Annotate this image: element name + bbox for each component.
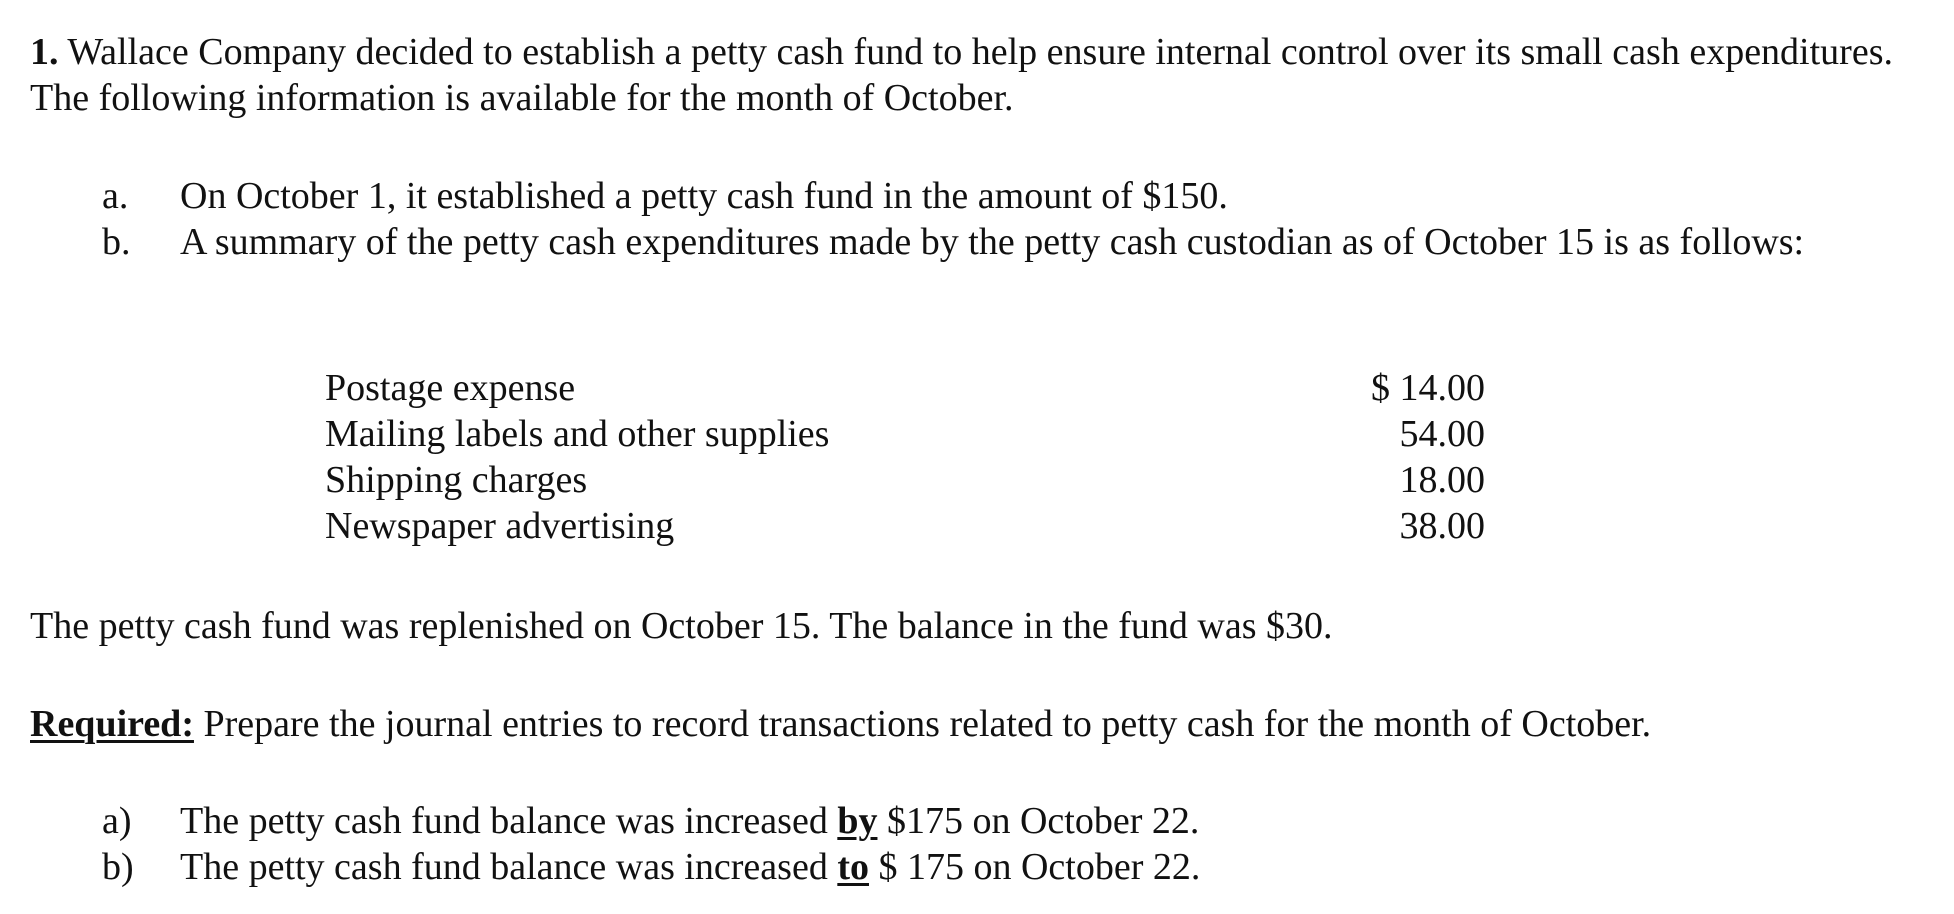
list-item-text: A summary of the petty cash expenditures made by the petty cash custodian as of October 15 is as follows: (180, 221, 1805, 263)
expense-label: Postage expense (325, 367, 576, 409)
expense-amount: $ 14.00 (1371, 367, 1485, 409)
table-row (325, 411, 1485, 457)
scenario-text-after: $ 175 on October 22. (868, 846, 1201, 888)
replenish-statement: The petty cash fund was replenished on October 15. The balance in the fund was $30. (30, 605, 1333, 647)
scenario-text-after: $175 on October 22. (877, 800, 1200, 842)
scenario-text-before: The petty cash fund balance was increased (180, 800, 838, 842)
required-statement (30, 701, 1930, 747)
list-marker: a. (102, 175, 129, 217)
scenario-emphasis: to (837, 846, 869, 888)
list-item (30, 844, 1910, 890)
expense-amount: 54.00 (1399, 413, 1485, 455)
scenario-list (30, 798, 1910, 890)
given-information-list (30, 173, 1910, 265)
scenario-text-before: The petty cash fund balance was increased (180, 846, 838, 888)
table-row (325, 365, 1485, 411)
list-item (30, 798, 1910, 844)
table-row (325, 503, 1485, 549)
required-label: Required: (30, 703, 194, 745)
expense-label: Mailing labels and other supplies (325, 413, 830, 455)
expense-amount: 18.00 (1399, 459, 1485, 501)
list-marker: a) (102, 800, 132, 842)
list-item-text: On October 1, it established a petty cash fund in the amount of $150. (180, 175, 1228, 217)
problem-intro (30, 29, 1930, 121)
problem-number: 1. (30, 31, 59, 73)
table-row (325, 457, 1485, 503)
scenario-emphasis: by (837, 800, 878, 842)
list-item (30, 219, 1910, 265)
list-marker: b. (102, 221, 131, 263)
list-marker: b) (102, 846, 134, 888)
list-item (30, 173, 1910, 219)
expense-label: Newspaper advertising (325, 505, 675, 547)
problem-intro-text: Wallace Company decided to establish a petty cash fund to help ensure internal control over its small cash expenditures. The following information is available for the month of October. (30, 31, 1893, 119)
expense-amount: 38.00 (1399, 505, 1485, 547)
expense-label: Shipping charges (325, 459, 588, 501)
expenditure-table (325, 365, 1485, 549)
required-text: Prepare the journal entries to record transactions related to petty cash for the month of October. (193, 703, 1652, 745)
